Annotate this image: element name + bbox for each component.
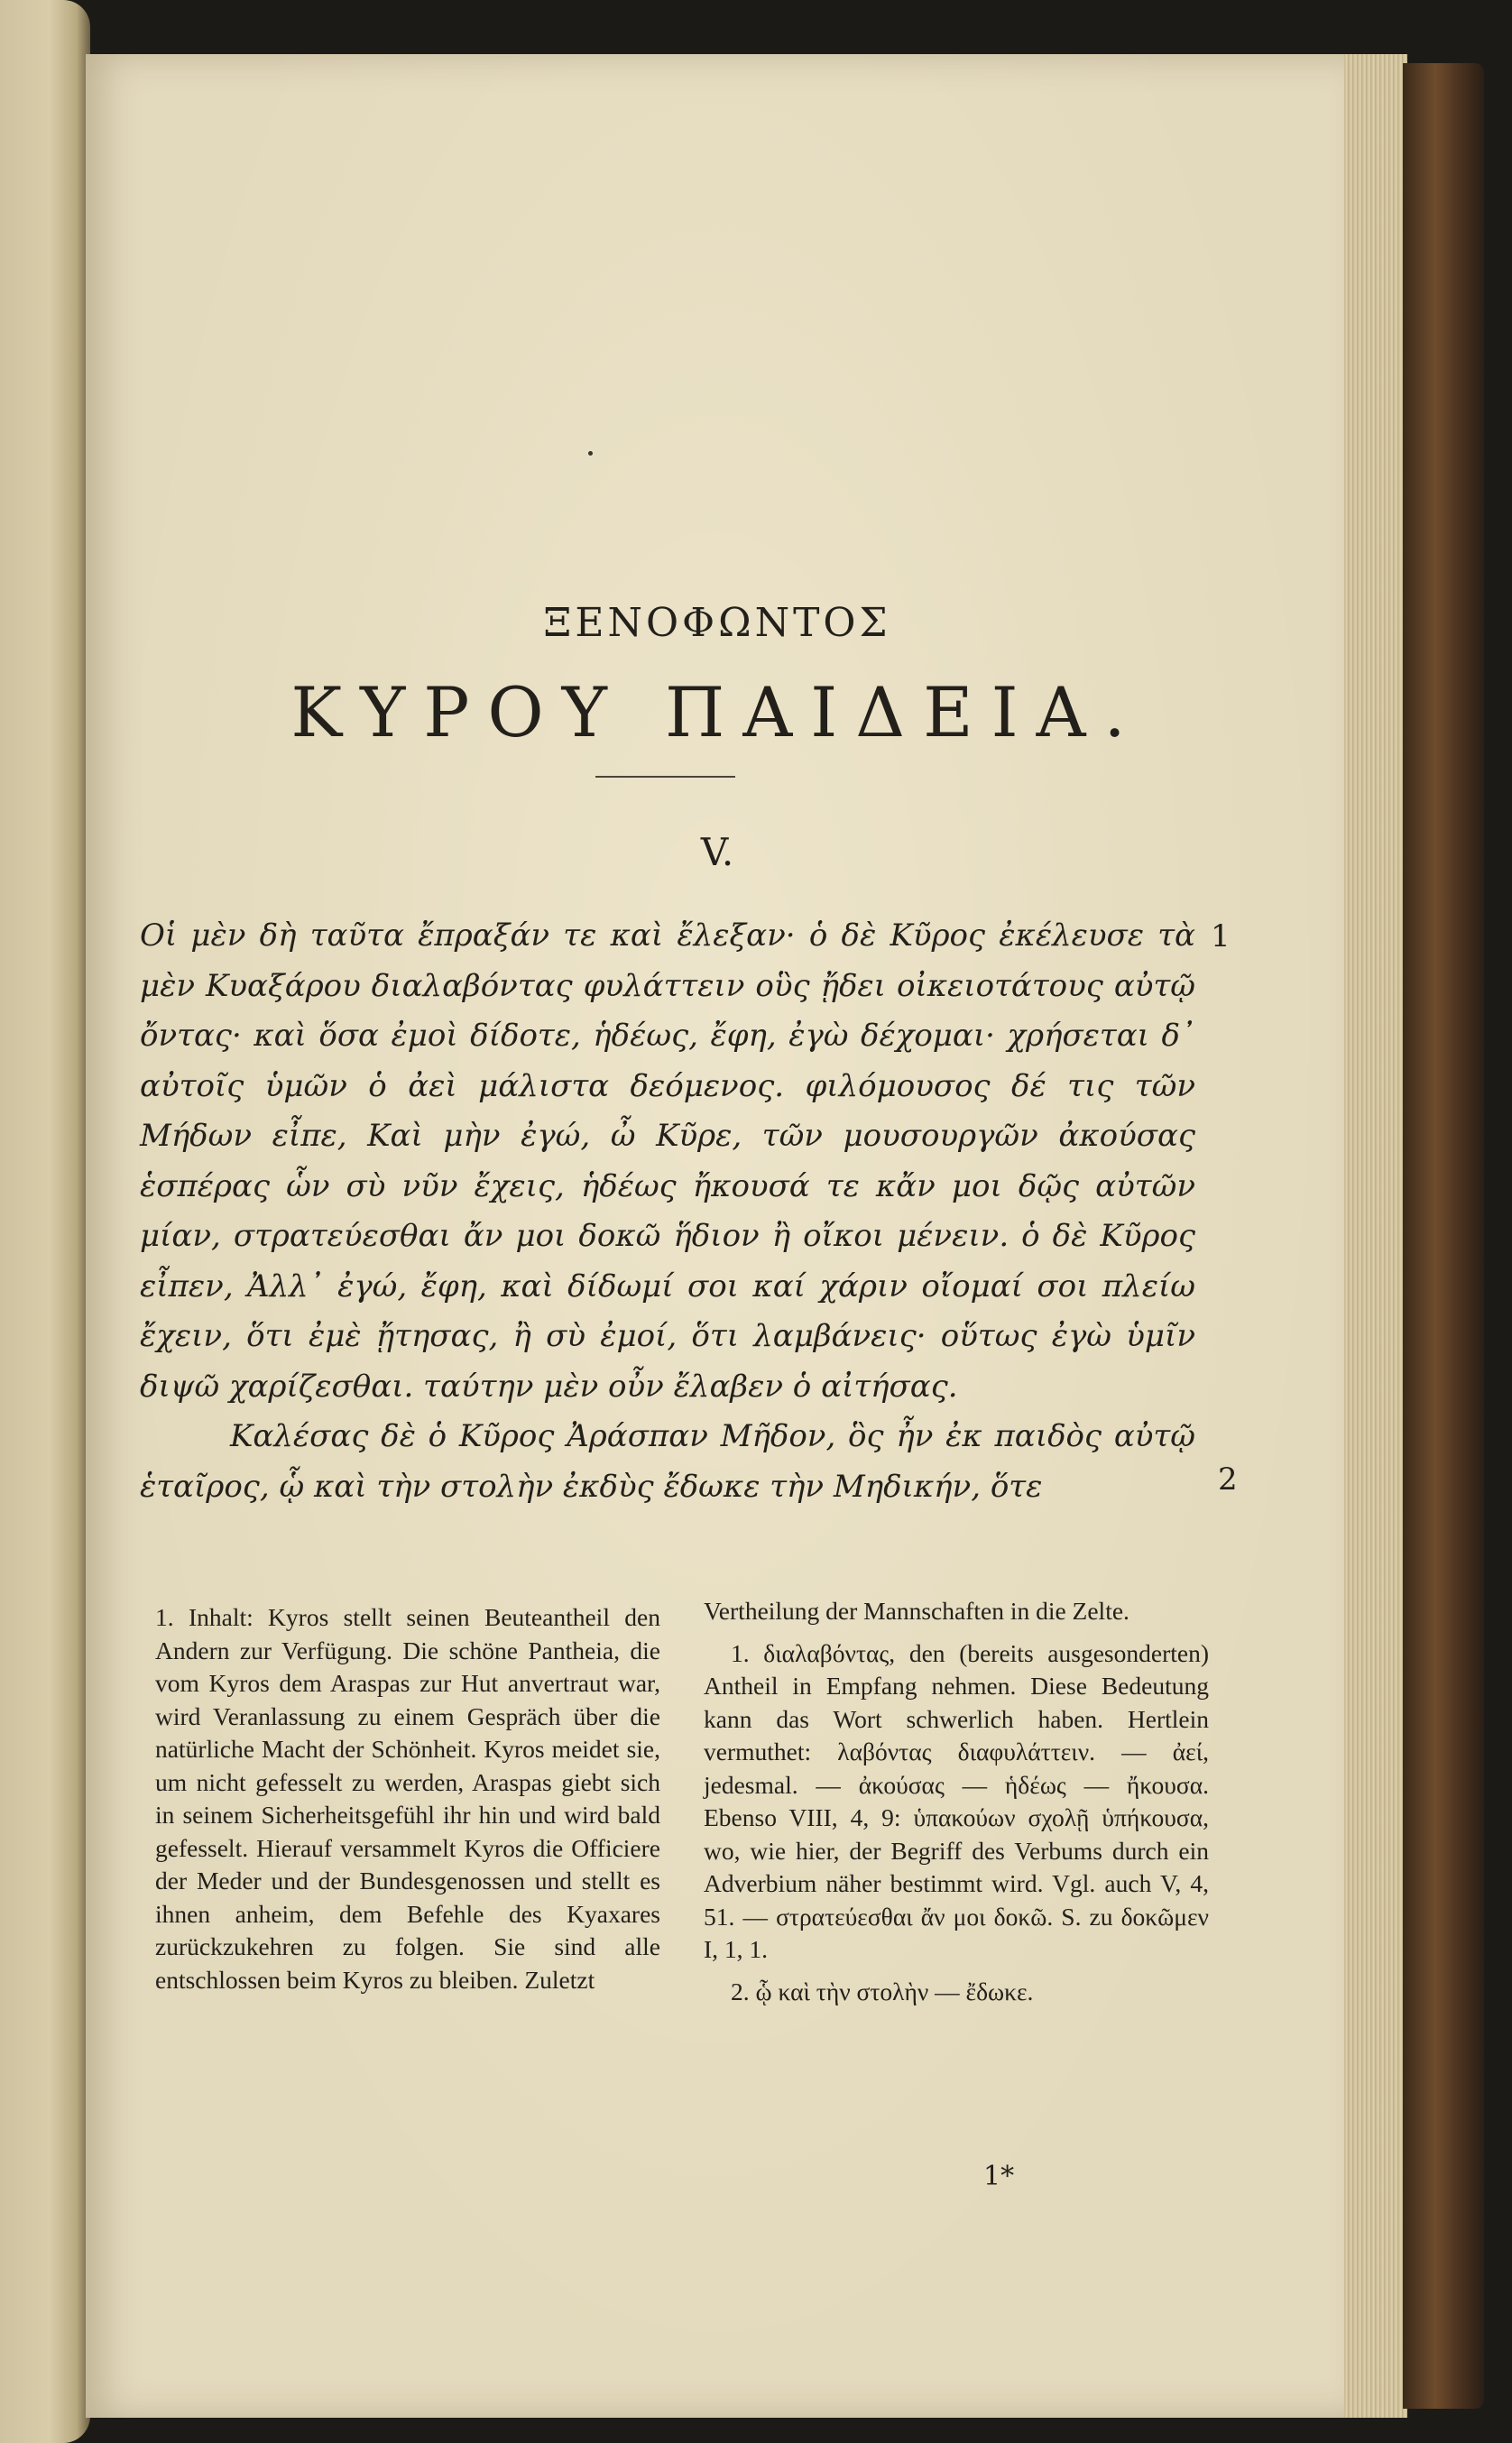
commentary-right-intro: Vertheilung der Mannschaften in die Zelte. [704,1597,1129,1625]
left-page-edge [0,0,90,2443]
commentary-note-2: 2. ᾧ καὶ τὴν στολὴν — ἔδωκε. [731,1977,1034,2005]
commentary-note-1: 1. διαλαβόντας, den (bereits ausgesonderten) Antheil in Empfang nehmen. Diese Bedeutung kann das Wort schwerlich haben. Hertlein vermuthet: λαβόντας διαφυλάττειν. — ἀεί, jedesmal. — ἀκούσας — ἡδέως — ἤκουσα. Ebenso VIII, 4, 9: ὑπακούων σχολῇ ὑπήκουσα, wo, wie hier, der Begriff des Verbums durch ein Adverbium näher bestimmt wird. Vgl. auch V, 4, 51. — στρατεύεσθαι ἄν μοι δοκῶ. S. zu δοκῶμεν I, 1, 1. [704,1638,1209,1963]
greek-main-text [140,911,1195,1512]
author-heading: ΞΕΝΟΦΩΝΤΟΣ [543,600,891,646]
speck [588,451,593,456]
section-number-1: 1 [1211,918,1231,954]
chapter-number: V. [700,830,734,874]
signature-mark: 1* [983,2161,1015,2192]
greek-paragraph-1: Οἱ μὲν δὴ ταῦτα ἔπραξάν τε καὶ ἔλεξαν· ὁ δὲ Κῦρος ἐκέλευσε τὰ μὲν Κυαξάρου διαλαβόντας φυλάττειν οὓς ᾔδει οἰκειοτάτους αὐτῷ ὄντας· καὶ ὅσα ἐμοὶ δίδοτε, ἡδέως, ἔφη, ἐγὼ δέχομαι· χρήσεται δ᾽ αὐτοῖς ὑμῶν ὁ ἀεὶ μάλιστα δεόμενος. φιλόμουσος δέ τις τῶν Μήδων εἶπε, Καὶ μὴν ἐγώ, ὦ Κῦρε, τῶν μουσουργῶν ἀκούσας ἑσπέρας ὧν σὺ νῦν ἔχεις, ἡδέως ἤκουσά τε κἄν μοι δῷς αὐτῶν μίαν, στρατεύεσθαι ἄν μοι δοκῶ ἥδιον ἢ οἴκοι μένειν. ὁ δὲ Κῦρος εἶπεν, Ἀλλ᾽ ἐγώ, ἔφη, καὶ δίδωμί σοι καί χάριν οἴομαί σοι πλείω ἔχειν, ὅτι ἐμὲ ᾔτησας, ἢ σὺ ἐμοί, ὅτι λαμβάνεις· οὕτως ἐγὼ ὑμῖν διψῶ χαρίζεσθαι. ταύτην μὲν οὖν ἔλαβεν ὁ αἰτήσας. [140,917,1195,1405]
commentary-inhalt: 1. Inhalt: Kyros stellt seinen Beuteantheil den Andern zur Verfügung. Die schöne Pantheia, die vom Kyros dem Araspas zur Hut anvertraut war, wird Veranlassung zu einem Gespräch über die natürliche Macht der Schönheit. Kyros meidet sie, um nicht gefesselt zu werden, Araspas giebt sich in seinem Sicherheitsgefühl ihr hin und wird bald gefesselt. Hierauf versammelt Kyros die Officiere der Meder und der Bundesgenossen und stellt es ihnen anheim, dem Befehle des Kyaxares zurückzukehren zu folgen. Sie sind alle entschlossen beim Kyros zu bleiben. Zuletzt [155,1603,660,1994]
book-title: ΚΥΡΟΥ ΠΑΙΔΕΙΑ. [290,672,1144,752]
title-rule [595,776,735,778]
greek-paragraph-2: Καλέσας δὲ ὁ Κῦρος Ἀράσπαν Μῆδον, ὃς ἦν ἐκ παιδὸς αὐτῷ ἑταῖρος, ᾧ καὶ τὴν στολὴν ἐκδὺς ἔδωκε τὴν Μηδικήν, ὅτε [140,1418,1195,1505]
section-number-2: 2 [1218,1461,1238,1498]
book-cover [1403,63,1484,2409]
page-edges [1344,54,1407,2418]
commentary-right-column [704,1595,1209,2008]
commentary-left-column [155,1601,660,1996]
